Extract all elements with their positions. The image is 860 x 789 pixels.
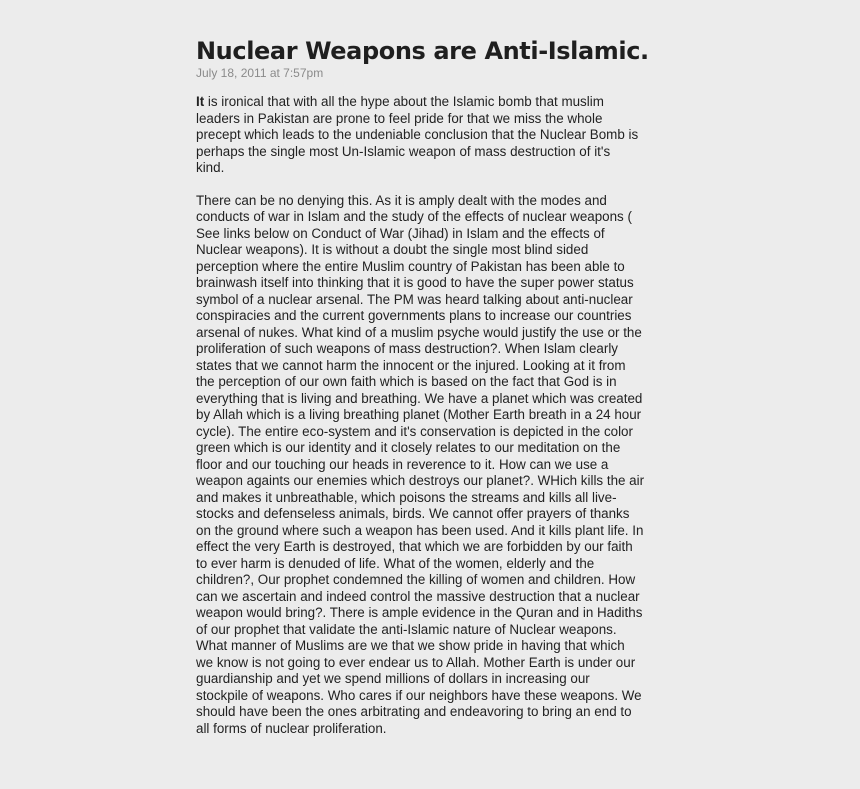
paragraph-line: [196, 94, 676, 111]
paragraph-line: kind.: [196, 160, 225, 175]
paragraph-line: green which is our identity and it closely relates to our meditation on the: [196, 440, 621, 455]
paragraph-line: everything that is living and breathing. We have a planet which was created: [196, 390, 643, 406]
paragraph-line: brainwash itself into thinking that it is good to have the super power status: [196, 275, 634, 290]
paragraph-line: symbol of a nuclear arsenal. The PM was heard talking about anti-nuclear: [196, 291, 633, 307]
paragraph-1: [196, 94, 676, 177]
paragraph-line: weapon againts our enemies which destroys our planet?. WHich kills the air: [196, 473, 645, 488]
paragraph-line: leaders in Pakistan are prone to feel pride for that we miss the whole: [196, 110, 603, 126]
paragraph-line: cycle). The entire eco-system and it's conservation is depicted in the color: [196, 423, 633, 439]
paragraph-line: and makes it unbreathable, which poisons the streams and kills all live-: [196, 489, 617, 505]
paragraph-line: weapon would bring?. There is ample evidence in the Quran and in Hadiths: [196, 605, 643, 620]
paragraph-line: perhaps the single most Un-Islamic weapon of mass destruction of it's: [196, 143, 611, 159]
paragraph-line: to ever harm is denuded of life. What of the women, elderly and the: [196, 555, 595, 571]
paragraph-line: we know is not going to ever endear us to Allah. Mother Earth is under our: [196, 654, 636, 670]
paragraph-line: of our prophet that validate the anti-Islamic nature of Nuclear weapons.: [196, 621, 617, 637]
paragraph-line: There can be no denying this. As it is amply dealt with the modes and: [196, 192, 607, 208]
paragraph-line: stocks and defenseless animals, birds. We cannot offer prayers of thanks: [196, 506, 630, 521]
paragraph-line: See links below on Conduct of War (Jihad) in Islam and the effects of: [196, 225, 605, 241]
paragraph-line: guardianship and yet we spend millions of dollars in increasing our: [196, 671, 590, 686]
paragraph-line: floor and our touching our heads in reverence to it. How can we use a: [196, 456, 609, 472]
paragraph-line: precept which leads to the undeniable conclusion that the Nuclear Bomb is: [196, 127, 639, 142]
paragraph-line: on the ground where such a weapon has been used. And it kills plant life. In: [196, 522, 644, 538]
paragraph-line: should have been the ones arbitrating and endeavoring to bring an end to: [196, 704, 632, 719]
article-title: Nuclear Weapons are Anti-Islamic.: [196, 37, 649, 65]
paragraph-line: What manner of Muslims are we that we show pride in having that which: [196, 638, 625, 653]
paragraph-line: can we ascertain and indeed control the massive destruction that a nuclear: [196, 588, 640, 604]
paragraph-line: arsenal of nukes. What kind of a muslim psyche would justify the use or the: [196, 324, 642, 340]
paragraph-line: all forms of nuclear proliferation.: [196, 720, 387, 736]
paragraph-line: perception where the entire Muslim country of Pakistan has been able to: [196, 258, 625, 274]
paragraph-line-text: is ironical that with all the hype about the Islamic bomb that muslim: [204, 94, 604, 109]
paragraph-line: conspiracies and the current governments plans to increase our countries: [196, 308, 632, 323]
lead-word: It: [196, 94, 205, 109]
paragraph-line: states that we cannot harm the innocent or the injured. Looking at it from: [196, 357, 626, 373]
paragraph-line: children?, Our prophet condemned the killing of women and children. How: [196, 572, 636, 587]
paragraph-2: [196, 193, 676, 738]
article-date: July 18, 2011 at 7:57pm: [196, 66, 324, 80]
paragraph-line: stockpile of weapons. Who cares if our neighbors have these weapons. We: [196, 687, 642, 703]
paragraph-line: Nuclear weapons). It is without a doubt the single most blind sided: [196, 242, 589, 257]
paragraph-line: effect the very Earth is destroyed, that which we are forbidden by our faith: [196, 539, 633, 554]
article: [196, 36, 676, 737]
paragraph-line: proliferation of such weapons of mass destruction?. When Islam clearly: [196, 341, 619, 356]
paragraph-line: the perception of our own faith which is based on the fact that God is in: [196, 374, 617, 389]
paragraph-line: by Allah which is a living breathing planet (Mother Earth breath in a 24 hour: [196, 407, 642, 422]
paragraph-line: conducts of war in Islam and the study of the effects of nuclear weapons (: [196, 209, 632, 224]
